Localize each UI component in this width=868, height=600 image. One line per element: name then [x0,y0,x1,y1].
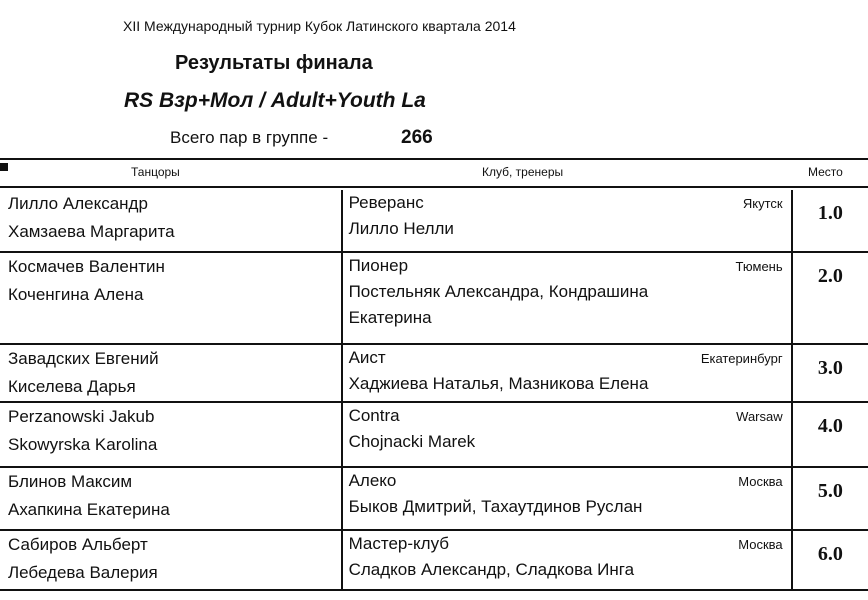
club-coaches: Хаджиева Наталья, Мазникова Елена [348,374,649,393]
club-name: Мастер-клуб [348,534,450,553]
place-cell [792,190,868,252]
header-bottom-rule [0,186,868,188]
place-cell [792,252,868,344]
club-name: Реверанс [348,193,424,212]
tournament-title: XII Международный турнир Кубок Латинского квартала 2014 [123,18,516,34]
results-table [0,190,868,591]
club-city: Warsaw [736,409,783,424]
club-cell [342,252,792,344]
partner-name: Блинов Максим [8,472,133,491]
club-cell [342,402,792,467]
club-coaches: Chojnacki Marek [348,432,476,451]
partner-name: Perzanowski Jakub [8,407,155,426]
club-city: Москва [738,537,783,552]
dancers-cell [0,190,342,252]
column-header-dancers: Танцоры [131,165,180,179]
dancers-cell [0,467,342,530]
dancers-cell [0,402,342,467]
table-row [0,344,868,402]
club-coaches: Сладков Александр, Сладкова Инга [348,560,635,579]
club-coaches: Быков Дмитрий, Тахаутдинов Руслан [348,497,643,516]
results-heading: Результаты финала [175,52,373,74]
table-row [0,467,868,530]
club-cell [342,467,792,530]
place-value: 3.0 [817,357,843,379]
pairs-total-label: Всего пар в группе - [170,128,329,147]
club-city: Якутск [742,196,783,211]
club-city: Екатеринбург [700,351,783,366]
dancers-cell [0,344,342,402]
table-row [0,252,868,344]
place-value: 2.0 [817,265,843,287]
club-cell [342,190,792,252]
partner-name: Киселева Дарья [8,377,136,396]
club-coaches: Лилло Нелли [348,219,454,238]
club-cell [342,530,792,590]
club-name: Contra [348,406,400,425]
column-header-place: Место [808,165,843,179]
club-name: Алеко [348,471,397,490]
club-name: Пионер [348,256,409,275]
partner-name: Завадских Евгений [8,349,159,368]
dancers-cell [0,530,342,590]
club-name: Аист [348,348,386,367]
partner-name: Сабиров Альберт [8,535,148,554]
place-cell [792,402,868,467]
partner-name: Skowyrska Karolina [8,435,158,454]
dancers-cell [0,252,342,344]
pairs-total-count: 266 [401,127,433,148]
partner-name: Ахапкина Екатерина [8,500,170,519]
table-row [0,190,868,252]
partner-name: Хамзаева Маргарита [8,222,175,241]
corner-marker [0,163,8,171]
partner-name: Лебедева Валерия [8,563,158,582]
table-row [0,402,868,467]
place-value: 6.0 [817,543,843,565]
partner-name: Космачев Валентин [8,257,165,276]
club-city: Москва [738,474,783,489]
place-cell [792,344,868,402]
category-title: RS Взр+Мол / Adult+Youth La [124,89,426,112]
place-cell [792,467,868,530]
column-header-club: Клуб, тренеры [482,165,564,179]
partner-name: Лилло Александр [8,194,148,213]
place-cell [792,530,868,590]
place-value: 5.0 [817,480,843,502]
place-value: 1.0 [817,202,843,224]
partner-name: Коченгина Алена [8,285,144,304]
club-cell [342,344,792,402]
table-row [0,530,868,590]
club-city: Тюмень [735,259,783,274]
place-value: 4.0 [817,415,843,437]
header-top-rule [0,158,868,160]
club-coaches: Постельняк Александра, Кондрашина Екатерина [348,282,649,327]
